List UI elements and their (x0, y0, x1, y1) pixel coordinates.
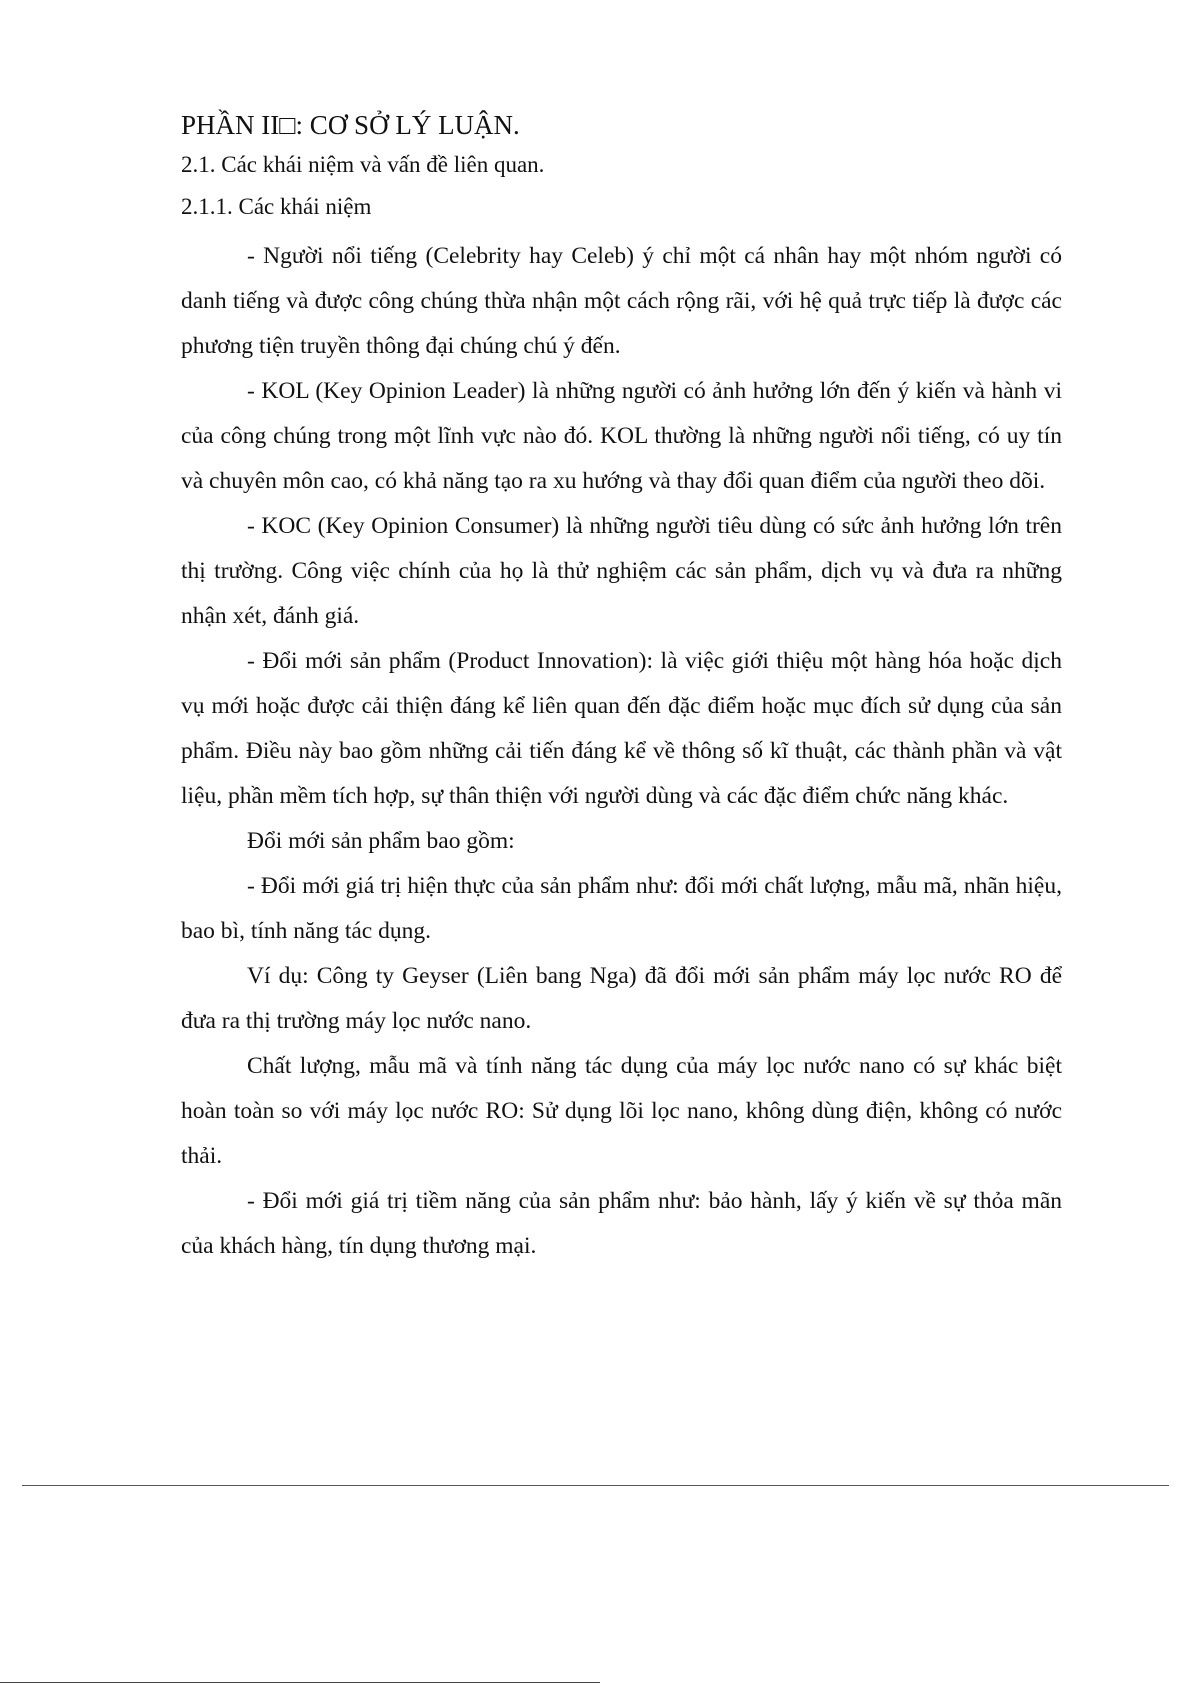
document-body (181, 108, 1062, 1269)
paragraph-koc: - KOC (Key Opinion Consumer) là những người tiêu dùng có sức ảnh hưởng lớn trên thị trường. Công việc chính của họ là thử nghiệm các sản phẩm, dịch vụ và đưa ra những nhận xét, đánh giá. (181, 513, 1062, 629)
part-heading: PHẦN II□: CƠ SỞ LÝ LUẬN. (181, 110, 520, 140)
section-heading: 2.1. Các khái niệm và vấn đề liên quan. (181, 152, 545, 177)
paragraph-potential-value: - Đổi mới giá trị tiềm năng của sản phẩm như: bảo hành, lấy ý kiến về sự thỏa mãn của khách hàng, tín dụng thương mại. (181, 1188, 1062, 1259)
paragraph-kol: - KOL (Key Opinion Leader) là những người có ảnh hưởng lớn đến ý kiến và hành vi của công chúng trong một lĩnh vực nào đó. KOL thường là những người nổi tiếng, có uy tín và chuyên môn cao, có khả năng tạo ra xu hướng và thay đổi quan điểm của người theo dõi. (181, 378, 1062, 494)
paragraph-nano-comparison: Chất lượng, mẫu mã và tính năng tác dụng của máy lọc nước nano có sự khác biệt hoàn toàn so với máy lọc nước RO: Sử dụng lõi lọc nano, không dùng điện, không có nước thải. (181, 1053, 1062, 1169)
paragraph-innovation-includes: Đổi mới sản phẩm bao gồm: (247, 828, 515, 854)
paragraph-example: Ví dụ: Công ty Geyser (Liên bang Nga) đã đổi mới sản phẩm máy lọc nước RO để đưa ra thị trường máy lọc nước nano. (181, 963, 1062, 1034)
paragraph-product-innovation: - Đổi mới sản phẩm (Product Innovation): là việc giới thiệu một hàng hóa hoặc dịch vụ mới hoặc được cải thiện đáng kể liên quan đến đặc điểm hoặc mục đích sử dụng của sản phẩm. Điều này bao gồm những cải tiến đáng kể về thông số kĩ thuật, các thành phần và vật liệu, phần mềm tích hợp, sự thân thiện với người dùng và các đặc điểm chức năng khác. (181, 648, 1062, 809)
paragraph-celebrity: - Người nổi tiếng (Celebrity hay Celeb) ý chỉ một cá nhân hay một nhóm người có danh tiếng và được công chúng thừa nhận một cách rộng rãi, với hệ quả trực tiếp là được các phương tiện truyền thông đại chúng chú ý đến. (181, 243, 1062, 359)
paragraph-real-value: - Đổi mới giá trị hiện thực của sản phẩm như: đổi mới chất lượng, mẫu mã, nhãn hiệu, bao bì, tính năng tác dụng. (181, 873, 1062, 944)
subsection-heading: 2.1.1. Các khái niệm (181, 194, 372, 219)
page-divider (22, 1485, 1169, 1486)
footnote-divider (0, 1682, 600, 1683)
